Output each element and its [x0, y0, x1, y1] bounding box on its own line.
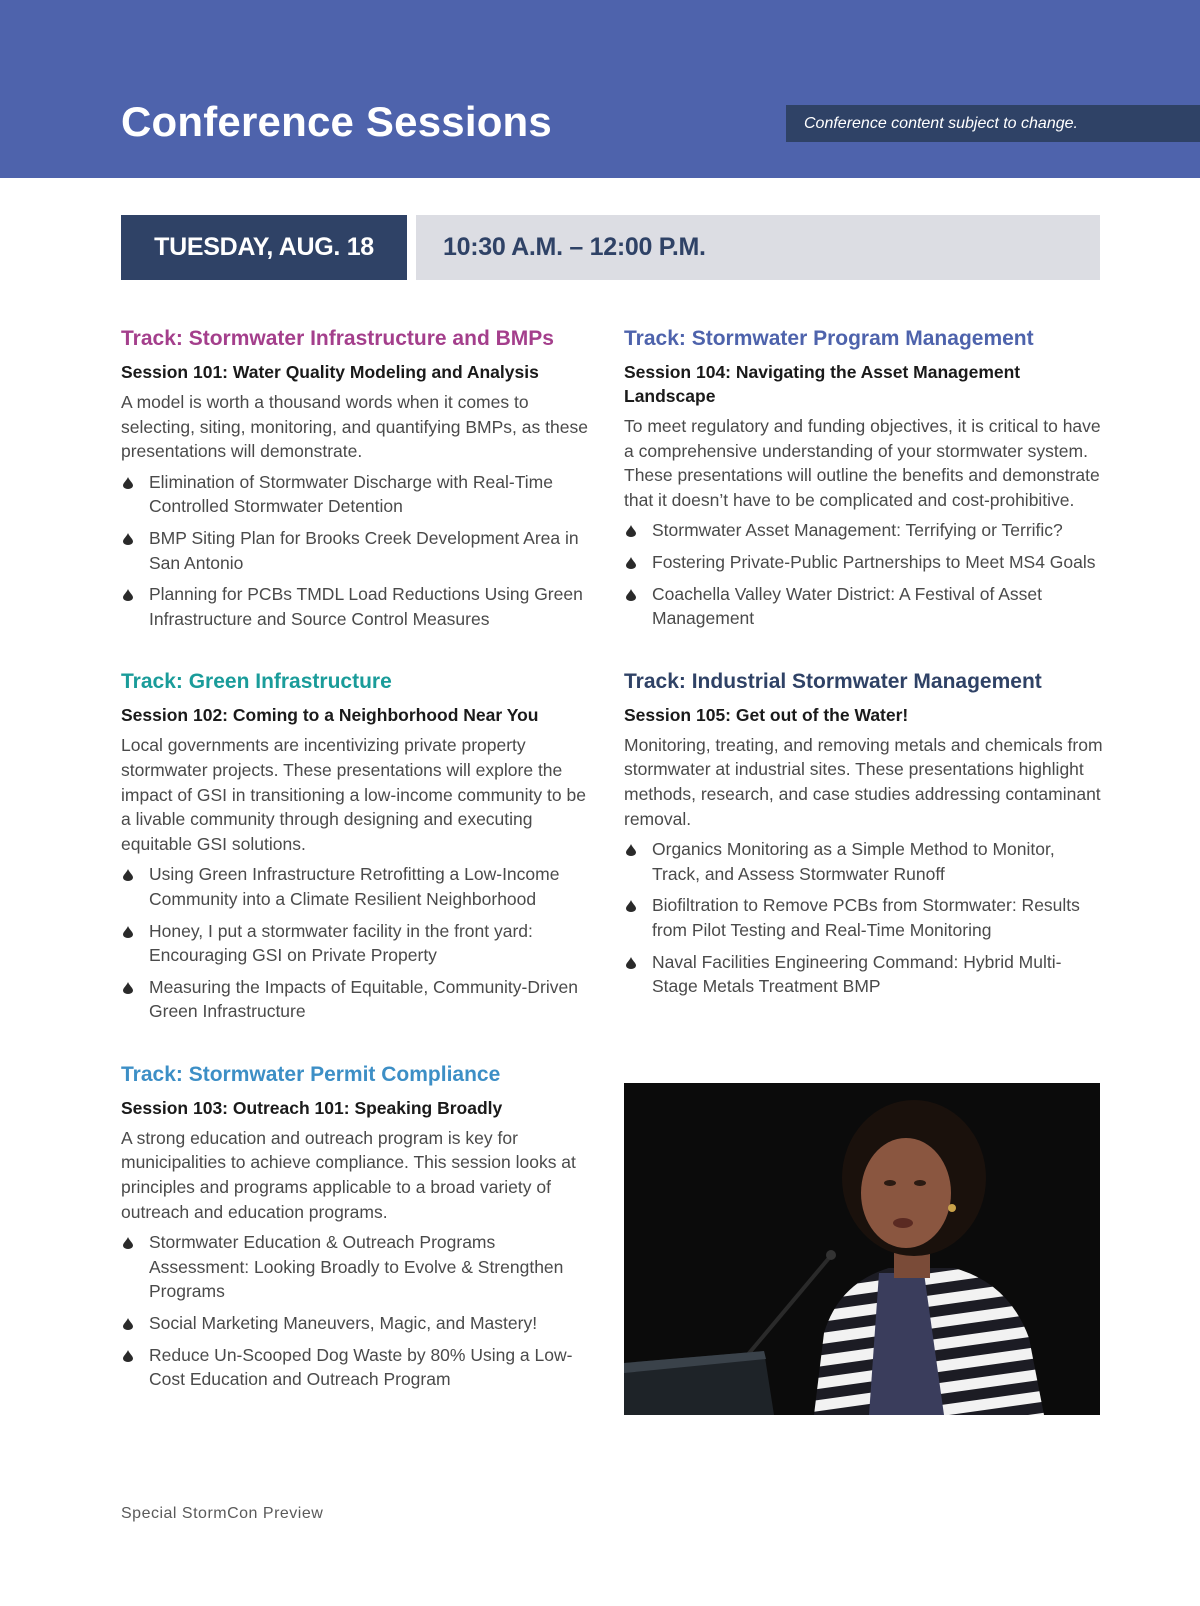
session-title: Session 101: Water Quality Modeling and Analysis — [121, 362, 539, 382]
water-drop-icon — [123, 982, 133, 994]
session-description: A strong education and outreach program is key for municipalities to achieve compliance. This session looks at principles and programs applicable to a broad variety of outreach and education programs. — [121, 1127, 576, 1222]
talk-list — [121, 1230, 599, 1392]
session-title: Session 104: Navigating the Asset Management Landscape — [624, 362, 1021, 406]
water-drop-icon — [626, 525, 636, 537]
session-day: TUESDAY, AUG. 18 — [121, 215, 407, 280]
talk-title: Naval Facilities Engineering Command: Hybrid Multi-Stage Metals Treatment BMP — [652, 951, 1062, 997]
header-band — [0, 0, 1200, 178]
talk-title: Stormwater Asset Management: Terrifying or Terrific? — [652, 520, 1063, 541]
talk-item — [624, 550, 1104, 575]
water-drop-icon — [626, 589, 636, 601]
water-drop-icon — [626, 844, 636, 856]
talk-item — [121, 1230, 599, 1304]
page-title: Conference Sessions — [121, 98, 552, 145]
track-block — [624, 669, 1104, 999]
track-title: Track: Stormwater Infrastructure and BMPs — [121, 327, 554, 350]
right-column — [624, 326, 1104, 1037]
session-description: Monitoring, treating, and removing metals and chemicals from stormwater at industrial sites. These presentations highlight methods, research, and case studies addressing contaminant removal. — [624, 734, 1103, 829]
water-drop-icon — [123, 589, 133, 601]
session-description: To meet regulatory and funding objectives, it is critical to have a comprehensive understanding of your stormwater system. These presentations will outline the benefits and demonstrate that it doesn’t have to be complicated and cost-prohibitive. — [624, 416, 1101, 510]
talk-title: Measuring the Impacts of Equitable, Community-Driven Green Infrastructure — [149, 976, 578, 1022]
track-block — [121, 1062, 599, 1392]
talk-item — [624, 837, 1104, 886]
water-drop-icon — [626, 557, 636, 569]
track-block — [121, 326, 599, 631]
talk-title: Reduce Un-Scooped Dog Waste by 80% Using a Low-Cost Education and Outreach Program — [149, 1344, 573, 1390]
session-description: A model is worth a thousand words when it comes to selecting, siting, monitoring, and quantifying BMPs, as these presentations will demonstrate. — [121, 392, 588, 462]
water-drop-icon — [123, 1350, 133, 1362]
talk-list — [624, 837, 1104, 999]
talk-item — [624, 893, 1104, 942]
talk-title: Using Green Infrastructure Retrofitting a Low-Income Community into a Climate Resilient Neighborhood — [149, 864, 560, 909]
water-drop-icon — [123, 1237, 133, 1249]
talk-item — [121, 1343, 599, 1392]
talk-item — [624, 518, 1104, 543]
talk-title: Planning for PCBs TMDL Load Reductions Using Green Infrastructure and Source Control Measures — [149, 584, 583, 629]
talk-item — [121, 919, 599, 968]
session-title: Session 102: Coming to a Neighborhood Near You — [121, 705, 539, 726]
track-title: Track: Industrial Stormwater Management — [624, 669, 1042, 693]
water-drop-icon — [123, 1318, 133, 1330]
talk-title: Stormwater Education & Outreach Programs Assessment: Looking Broadly to Evolve & Strengthen Programs — [149, 1232, 564, 1302]
left-column — [121, 326, 599, 1430]
talk-title: Organics Monitoring as a Simple Method to Monitor, Track, and Assess Stormwater Runoff — [652, 839, 1055, 884]
content-notice: Conference content subject to change. — [786, 105, 1200, 142]
talk-item — [624, 582, 1104, 631]
talk-title: Honey, I put a stormwater facility in the front yard: Encouraging GSI on Private Property — [149, 920, 533, 966]
talk-item — [121, 582, 599, 631]
talk-list — [624, 518, 1104, 630]
track-block — [121, 669, 599, 1024]
water-drop-icon — [626, 900, 636, 912]
talk-title: Fostering Private-Public Partnerships to Meet MS4 Goals — [652, 551, 1096, 572]
session-title: Session 105: Get out of the Water! — [624, 704, 909, 725]
track-title: Track: Green Infrastructure — [121, 670, 392, 694]
speaker-illustration — [624, 1083, 1100, 1415]
talk-title: Social Marketing Maneuvers, Magic, and Mastery! — [149, 1313, 538, 1334]
water-drop-icon — [123, 477, 133, 489]
talk-list — [121, 862, 599, 1024]
session-title: Session 103: Outreach 101: Speaking Broadly — [121, 1097, 503, 1118]
talk-item — [121, 526, 599, 575]
session-description: Local governments are incentivizing private property stormwater projects. These presentations will explore the impact of GSI in transitioning a low-income community to be a livable community through designing and executing equitable GSI solutions. — [121, 735, 586, 854]
talk-item — [121, 862, 599, 911]
water-drop-icon — [123, 869, 133, 881]
footer-text: Special StormCon Preview — [121, 1505, 324, 1522]
talk-item — [121, 470, 599, 519]
talk-title: Biofiltration to Remove PCBs from Stormwater: Results from Pilot Testing and Real-Time Monitoring — [652, 895, 1080, 940]
talk-title: Coachella Valley Water District: A Festival of Asset Management — [652, 583, 1043, 629]
track-block — [624, 326, 1104, 631]
talk-item — [121, 975, 599, 1024]
track-title: Track: Stormwater Permit Compliance — [121, 1062, 501, 1086]
talk-list — [121, 470, 599, 632]
talk-title: BMP Siting Plan for Brooks Creek Development Area in San Antonio — [149, 527, 579, 573]
session-time: 10:30 A.M. – 12:00 P.M. — [416, 215, 1100, 280]
water-drop-icon — [626, 957, 636, 969]
water-drop-icon — [123, 926, 133, 938]
track-title: Track: Stormwater Program Management — [624, 327, 1034, 350]
talk-item — [121, 1311, 599, 1336]
talk-title: Elimination of Stormwater Discharge with Real-Time Controlled Stormwater Detention — [149, 471, 553, 517]
water-drop-icon — [123, 533, 133, 545]
speaker-photo — [624, 1083, 1100, 1415]
talk-item — [624, 950, 1104, 999]
